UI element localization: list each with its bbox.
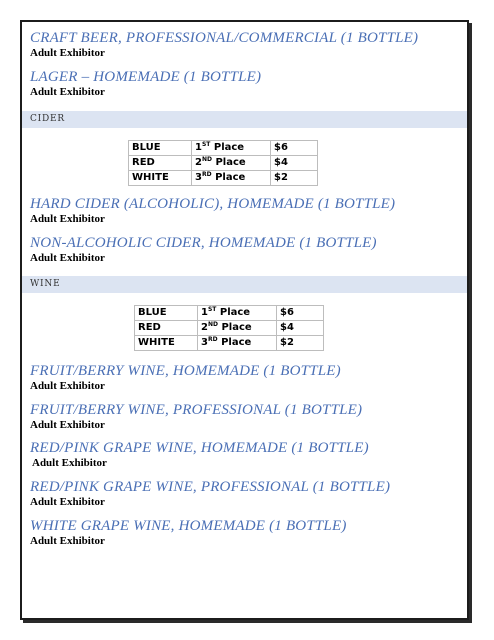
entry-red-pink-homemade: [30, 440, 369, 470]
entry-title: RED/PINK GRAPE WINE, PROFESSIONAL (1 BOTTLE): [30, 479, 391, 495]
place-cell: 3RD Place: [198, 336, 277, 351]
entry-title: WHITE GRAPE WINE, HOMEMADE (1 BOTTLE): [30, 518, 347, 534]
ribbon-cell: RED: [135, 321, 198, 336]
place-cell: 1ST Place: [192, 141, 271, 156]
entry-title: CRAFT BEER, PROFESSIONAL/COMMERCIAL (1 BOTTLE): [30, 30, 419, 46]
prize-table-cider: [128, 140, 318, 186]
entry-hard-cider: [30, 196, 395, 226]
amount-cell: $4: [271, 156, 318, 171]
section-band-wine: WINE: [22, 276, 467, 293]
ribbon-cell: WHITE: [129, 171, 192, 186]
entry-title: LAGER – HOMEMADE (1 BOTTLE): [30, 69, 262, 85]
place-cell: 1ST Place: [198, 306, 277, 321]
entry-fruit-berry-professional: [30, 402, 362, 432]
entry-subtitle: Adult Exhibitor: [30, 47, 105, 59]
entry-subtitle: Adult Exhibitor: [32, 457, 107, 469]
entry-title: FRUIT/BERRY WINE, PROFESSIONAL (1 BOTTLE): [30, 402, 363, 418]
entry-title: FRUIT/BERRY WINE, HOMEMADE (1 BOTTLE): [30, 363, 341, 379]
entry-title: RED/PINK GRAPE WINE, HOMEMADE (1 BOTTLE): [30, 440, 369, 456]
prize-row: [135, 321, 324, 336]
entry-subtitle: Adult Exhibitor: [30, 86, 105, 98]
prize-row: [129, 141, 318, 156]
entry-craft-beer: [30, 30, 418, 60]
place-cell: 2ND Place: [198, 321, 277, 336]
entry-subtitle: Adult Exhibitor: [30, 496, 105, 508]
entry-subtitle: Adult Exhibitor: [30, 252, 105, 264]
entry-non-alcoholic-cider: [30, 235, 377, 265]
amount-cell: $4: [277, 321, 324, 336]
entry-lager: [30, 69, 261, 99]
entry-white-grape-homemade: [30, 518, 347, 548]
amount-cell: $2: [277, 336, 324, 351]
prize-table-wine: [134, 305, 324, 351]
ribbon-cell: BLUE: [129, 141, 192, 156]
prize-row: [129, 171, 318, 186]
entry-title: NON-ALCOHOLIC CIDER, HOMEMADE (1 BOTTLE): [30, 235, 377, 251]
entry-subtitle: Adult Exhibitor: [30, 535, 105, 547]
ribbon-cell: WHITE: [135, 336, 198, 351]
place-cell: 2ND Place: [192, 156, 271, 171]
amount-cell: $2: [271, 171, 318, 186]
ribbon-cell: BLUE: [135, 306, 198, 321]
prize-row: [129, 156, 318, 171]
amount-cell: $6: [277, 306, 324, 321]
prize-row: [135, 336, 324, 351]
entry-title: HARD CIDER (ALCOHOLIC), HOMEMADE (1 BOTTLE): [30, 196, 396, 212]
prize-row: [135, 306, 324, 321]
entry-red-pink-professional: [30, 479, 390, 509]
entry-subtitle: Adult Exhibitor: [30, 213, 105, 225]
entry-fruit-berry-homemade: [30, 363, 341, 393]
document-page: [20, 20, 469, 620]
entry-subtitle: Adult Exhibitor: [30, 419, 105, 431]
entry-subtitle: Adult Exhibitor: [30, 380, 105, 392]
section-band-cider: CIDER: [22, 111, 467, 128]
place-cell: 3RD Place: [192, 171, 271, 186]
amount-cell: $6: [271, 141, 318, 156]
ribbon-cell: RED: [129, 156, 192, 171]
